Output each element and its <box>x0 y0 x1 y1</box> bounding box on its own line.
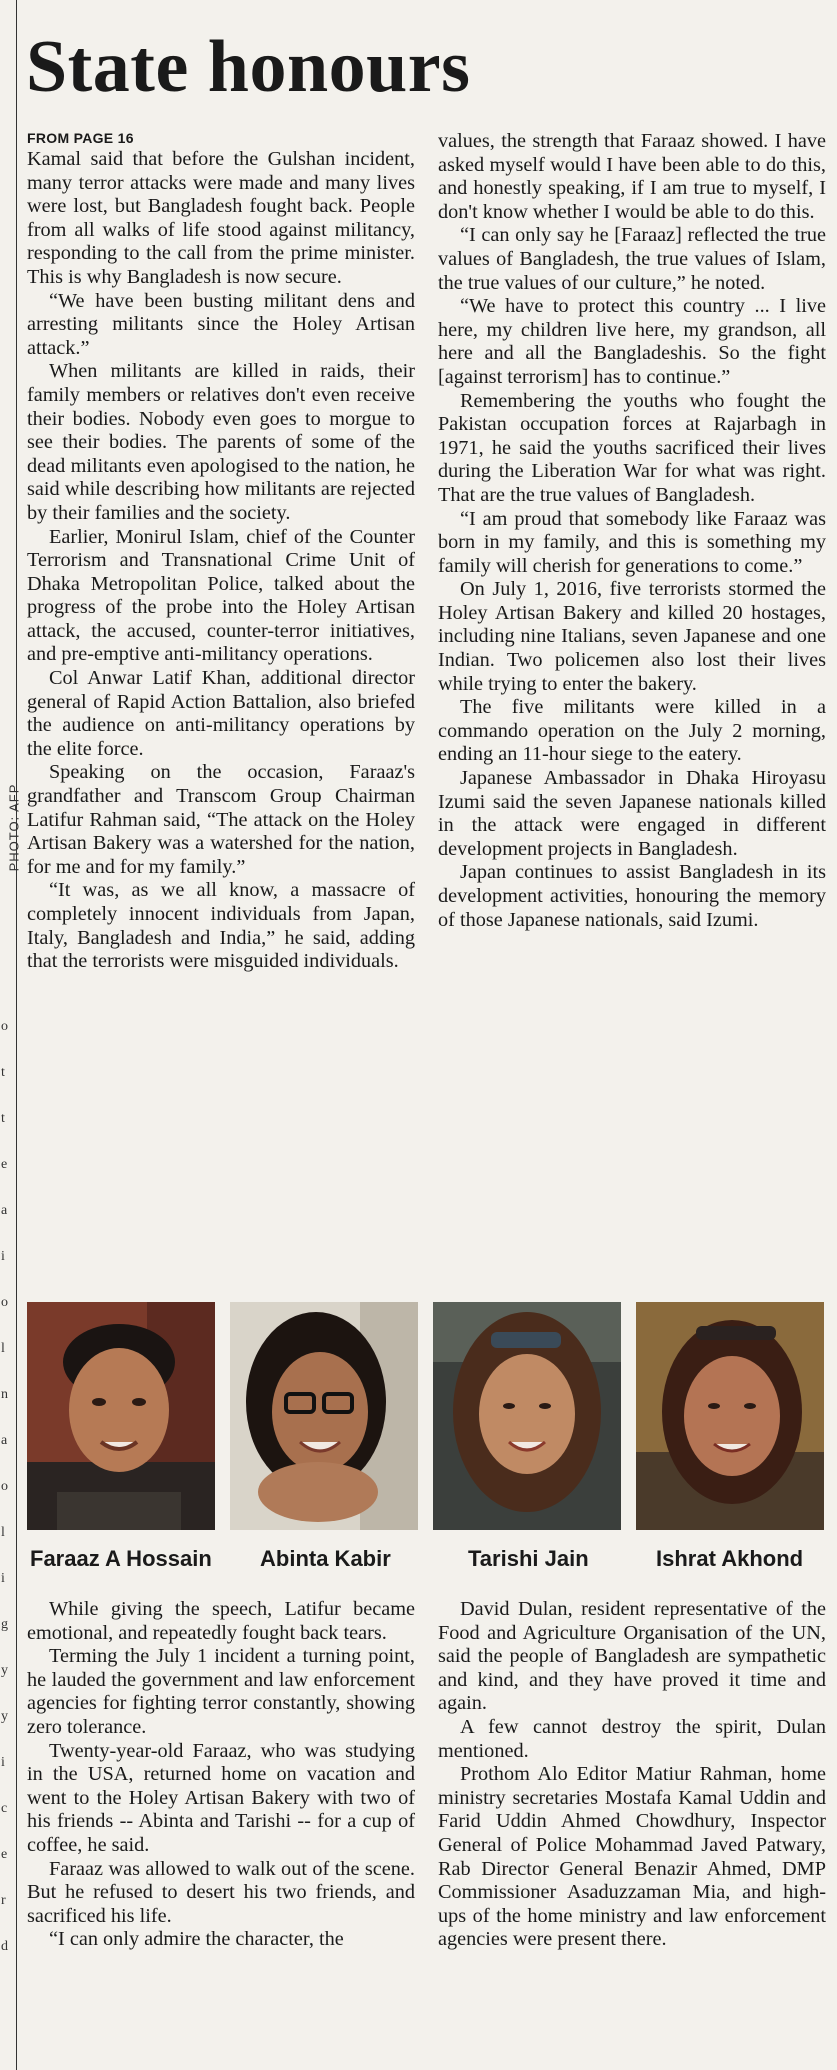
kicker: FROM PAGE 16 <box>27 130 134 146</box>
gutter-fragment: e <box>1 1157 8 1172</box>
article-column-1 <box>27 130 415 974</box>
paragraph: Earlier, Monirul Islam, chief of the Counter Terrorism and Transnational Crime Unit of Dhaka Metropolitan Police, talked about the progress of the probe into the Holey Artisan attack, the accused, counter-terror initiatives, and pre-emptive anti-militancy operations. <box>27 525 415 666</box>
gutter-fragment: y <box>1 1663 8 1678</box>
paragraph: “We have been busting militant dens and arresting militants since the Holey Artisan attack.” <box>27 289 415 359</box>
photo-caption: Tarishi Jain <box>468 1546 589 1571</box>
paragraph: Japan continues to assist Bangladesh in its development activities, honouring the memory of those Japanese nationals, said Izumi. <box>438 861 826 931</box>
gutter-fragment: i <box>1 1755 5 1770</box>
gutter-fragment: i <box>1 1571 5 1586</box>
paragraph: “We have to protect this country ... I live here, my children live here, my grandson, all here and all the Bangladeshis. So the fight [against terrorism] has to continue.” <box>438 295 826 388</box>
paragraph: “I can only say he [Faraaz] reflected the true values of Bangladesh, the true values of Islam, the true values of our culture,” he noted. <box>438 224 826 294</box>
gutter-fragment: o <box>1 1019 8 1034</box>
paragraph: “I am proud that somebody like Faraaz was born in my family, and this is something my family will cherish for generations to come.” <box>438 507 826 577</box>
paragraph: Remembering the youths who fought the Pakistan occupation forces at Rajarbagh in 1971, he said the youths sacrificed their lives during the Liberation War for what was right. That are the true values of Bangladesh. <box>438 389 826 506</box>
photo-caption: Abinta Kabir <box>260 1546 391 1571</box>
paragraph: When militants are killed in raids, their family members or relatives don't even receive their bodies. Nobody even goes to morgue to see their bodies. The parents of some of the dead militants even apologised to the nation, he said while describing how militants are rejected by their families and the society. <box>27 360 415 524</box>
paragraph: values, the strength that Faraaz showed. I have asked myself would I have been able to do this, and honestly speaking, if I am true to myself, I don't know whether I would be able to do this. <box>438 130 826 223</box>
gutter-fragment: a <box>1 1203 8 1218</box>
paragraph: While giving the speech, Latifur became emotional, and repeatedly fought back tears. <box>27 1598 415 1644</box>
article-column-3 <box>27 1598 415 1952</box>
gutter-fragment: o <box>1 1479 8 1494</box>
photo-row <box>27 1302 827 1532</box>
paragraph: Japanese Ambassador in Dhaka Hiroyasu Izumi said the seven Japanese nationals killed in the attack were engaged in different development projects in Bangladesh. <box>438 767 826 860</box>
gutter-fragment: r <box>1 1893 6 1908</box>
gutter-fragment: a <box>1 1433 8 1448</box>
paragraph: On July 1, 2016, five terrorists stormed the Holey Artisan Bakery and killed 20 hostages, including nine Italians, seven Japanese and one Indian. Two policemen also lost their lives while trying to enter the bakery. <box>438 578 826 695</box>
portrait-photo-tarishi <box>433 1302 621 1530</box>
paragraph: The five militants were killed in a commando operation on the July 2 morning, ending an 11-hour siege to the eatery. <box>438 696 826 766</box>
gutter-fragment: c <box>1 1801 8 1816</box>
gutter-fragment: t <box>1 1111 5 1126</box>
paragraph: Terming the July 1 incident a turning point, he lauded the government and law enforcement agencies for fighting terror constantly, showing zero tolerance. <box>27 1645 415 1738</box>
gutter-fragment: t <box>1 1065 5 1080</box>
gutter-fragment: o <box>1 1295 8 1310</box>
portrait-photo-abinta <box>230 1302 418 1530</box>
paragraph: A few cannot destroy the spirit, Dulan mentioned. <box>438 1715 826 1762</box>
gutter-fragment: d <box>1 1939 8 1954</box>
photo-caption: Faraaz A Hossain <box>30 1546 212 1571</box>
photo-caption: Ishrat Akhond <box>656 1546 804 1571</box>
headline: State honours <box>26 26 471 108</box>
gutter-fragment: g <box>1 1617 8 1632</box>
portrait-photo-faraaz <box>27 1302 215 1530</box>
gutter-fragment: y <box>1 1709 8 1724</box>
paragraph: Prothom Alo Editor Matiur Rahman, home ministry secretaries Mostafa Kamal Uddin and Farid Uddin Ahmed Chowdhury, Inspector General of Police Mohammad Javed Patwary, Rab Director General Benazir Ahmed, DMP Commissioner Asaduzzaman Mia, and high-ups of the home ministry and law enforcement agencies were present there. <box>438 1763 826 1951</box>
paragraph: Col Anwar Latif Khan, additional director general of Rapid Action Battalion, also briefed the audience on anti-militancy operations by the elite force. <box>27 667 415 760</box>
gutter-fragment: l <box>1 1341 5 1356</box>
paragraph: David Dulan, resident representative of the Food and Agriculture Organisation of the UN, said the people of Bangladesh are sympathetic and kind, and they have proved it time and again. <box>438 1598 826 1715</box>
gutter-fragment: i <box>1 1249 5 1264</box>
photo-credit: PHOTO: AFP <box>6 783 22 872</box>
paragraph: Twenty-year-old Faraaz, who was studying in the USA, returned home on vacation and went to the Holey Artisan Bakery with two of his friends -- Abinta and Tarishi -- for a cup of coffee, he said. <box>27 1739 415 1856</box>
article-column-2 <box>438 130 826 932</box>
paragraph: “It was, as we all know, a massacre of completely innocent individuals from Japan, Italy, Bangladesh and India,” he said, adding that the terrorists were misguided individuals. <box>27 879 415 973</box>
paragraph: Kamal said that before the Gulshan incident, many terror attacks were made and many lives were lost, but Bangladesh fought back. People from all walks of life stood against militancy, responding to the call from the prime minister. This is why Bangladesh is now secure. <box>27 148 415 288</box>
gutter-fragment: e <box>1 1847 8 1862</box>
paragraph: Faraaz was allowed to walk out of the scene. But he refused to desert his two friends, and sacrificed his life. <box>27 1857 415 1927</box>
paragraph: “I can only admire the character, the <box>49 1928 344 1951</box>
gutter-fragment: l <box>1 1525 5 1540</box>
article-column-4 <box>438 1598 826 1952</box>
gutter-fragment: n <box>1 1387 8 1402</box>
paragraph: Speaking on the occasion, Faraaz's grandfather and Transcom Group Chairman Latifur Rahman said, “The attack on the Holey Artisan Bakery was a watershed for the nation, for me and for my family.” <box>27 761 415 878</box>
portrait-photo-ishrat <box>636 1302 824 1530</box>
